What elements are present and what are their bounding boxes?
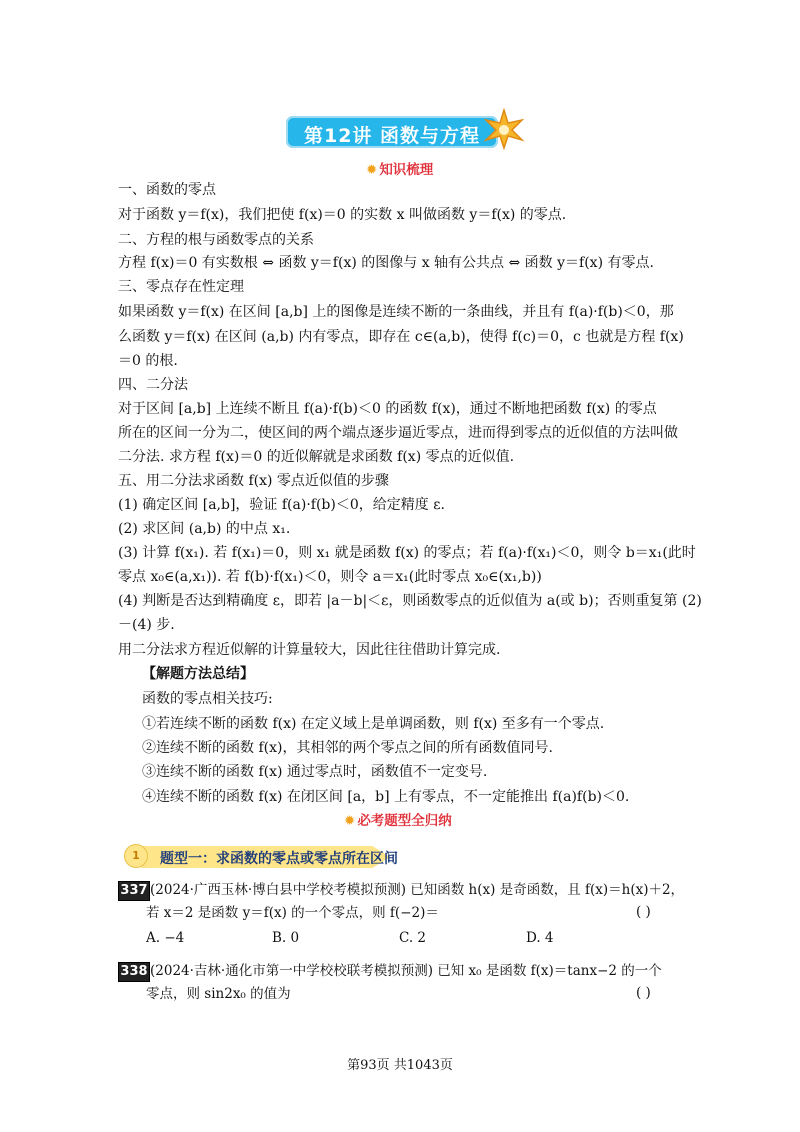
summary-tip: ④连续不断的函数 f(x) 在闭区间 [a，b] 上有零点，不一定能推出 f(a)f(b)＜0.: [142, 789, 630, 805]
option-c: C. 2: [399, 930, 427, 946]
body-line: －(4) 步.: [118, 617, 175, 633]
question-text: 若 x＝2 是函数 y＝f(x) 的一个零点，则 f(−2)＝: [146, 905, 439, 921]
summary-tip: ①若连续不断的函数 f(x) 在定义域上是单调函数，则 f(x) 至多有一个零点.: [142, 716, 605, 732]
question-number: 338: [118, 962, 150, 982]
body-line: ＝0 的根.: [118, 353, 178, 369]
body-line: 对于区间 [a,b] 上连续不断且 f(a)·f(b)＜0 的函数 f(x)，通过不断地把函数 f(x) 的零点: [118, 401, 657, 417]
question-number: 337: [118, 881, 150, 901]
option-b: B. 0: [272, 930, 300, 946]
body-line: 么函数 y＝f(x) 在区间 (a,b) 内有零点，即存在 c∈(a,b)，使得 f(c)＝0，c 也就是方程 f(x): [118, 329, 684, 345]
body-line: 方程 f(x)＝0 有实数根 ⇔ 函数 y＝f(x) 的图像与 x 轴有公共点 ⇔ 函数 y＝f(x) 有零点.: [118, 255, 654, 271]
page-footer: 第93页 共1043页: [347, 1058, 453, 1073]
body-line: 三、零点存在性定理: [118, 279, 244, 295]
answer-parentheses: ( ): [636, 985, 651, 1001]
body-line: (3) 计算 f(x₁). 若 f(x₁)＝0，则 x₁ 就是函数 f(x) 的零点；若 f(a)·f(x₁)＜0，则令 b＝x₁(此时: [118, 545, 696, 561]
summary-intro: 函数的零点相关技巧:: [142, 691, 273, 707]
body-line: (4) 判断是否达到精确度 ε，即若 |a－b|＜ε，则函数零点的近似值为 a(或 b)；否则重复第 (2): [118, 593, 702, 609]
section-knowledge-heading: ✹ 知识梳理: [366, 162, 434, 178]
body-line: 零点 x₀∈(a,x₁)). 若 f(b)·f(x₁)＜0，则令 a＝x₁(此时零点 x₀∈(x₁,b)): [118, 569, 542, 585]
body-line: 一、函数的零点: [118, 182, 216, 198]
question-type-label: 题型一：求函数的零点或零点所在区间: [160, 851, 398, 867]
summary-tip: ③连续不断的函数 f(x) 通过零点时，函数值不一定变号.: [142, 764, 488, 780]
chapter-title-banner: [286, 116, 498, 148]
body-line: 五、用二分法求函数 f(x) 零点近似值的步骤: [118, 473, 389, 489]
body-line: 四、二分法: [118, 377, 188, 393]
body-line: (2) 求区间 (a,b) 的中点 x₁.: [118, 521, 291, 537]
answer-parentheses: ( ): [636, 904, 651, 920]
option-a: A. −4: [146, 930, 185, 946]
summary-tip: ②连续不断的函数 f(x)，其相邻的两个零点之间的所有函数值同号.: [142, 740, 553, 756]
body-line: 用二分法求方程近似解的计算量较大，因此往往借助计算完成.: [118, 642, 501, 658]
chapter-title: 第12讲 函数与方程: [303, 125, 481, 147]
lightbulb-icon: ✹: [366, 162, 378, 178]
body-line: 如果函数 y＝f(x) 在区间 [a,b] 上的图像是连续不断的一条曲线，并且有 f(a)·f(b)＜0，那: [118, 304, 674, 320]
star-decoration-icon: [482, 108, 526, 150]
lightbulb-icon: ✹: [344, 813, 356, 829]
body-line: 二、方程的根与函数零点的关系: [118, 232, 314, 248]
section-question-types-heading: ✹ 必考题型全归纳: [344, 813, 452, 829]
body-line: 二分法. 求方程 f(x)＝0 的近似解就是求函数 f(x) 零点的近似值.: [118, 449, 515, 465]
question-text: (2024·广西玉林·博白县中学校考模拟预测) 已知函数 h(x) 是奇函数，且 f(x)＝h(x)＋2，: [150, 882, 685, 898]
option-d: D. 4: [526, 930, 554, 946]
question-text: 零点，则 sin2x₀ 的值为: [146, 986, 291, 1002]
question-text: (2024·吉林·通化市第一中学校校联考模拟预测) 已知 x₀ 是函数 f(x)＝tanx−2 的一个: [150, 963, 662, 979]
body-line: (1) 确定区间 [a,b]，验证 f(a)·f(b)＜0，给定精度 ε.: [118, 497, 445, 513]
body-line: 对于函数 y＝f(x)，我们把使 f(x)＝0 的实数 x 叫做函数 y＝f(x) 的零点.: [118, 207, 567, 223]
body-line: 所在的区间一分为二，使区间的两个端点逐步逼近零点，进而得到零点的近似值的方法叫做: [118, 425, 678, 441]
summary-heading: 【解题方法总结】: [142, 666, 254, 682]
question-type-number: 1: [124, 844, 148, 868]
